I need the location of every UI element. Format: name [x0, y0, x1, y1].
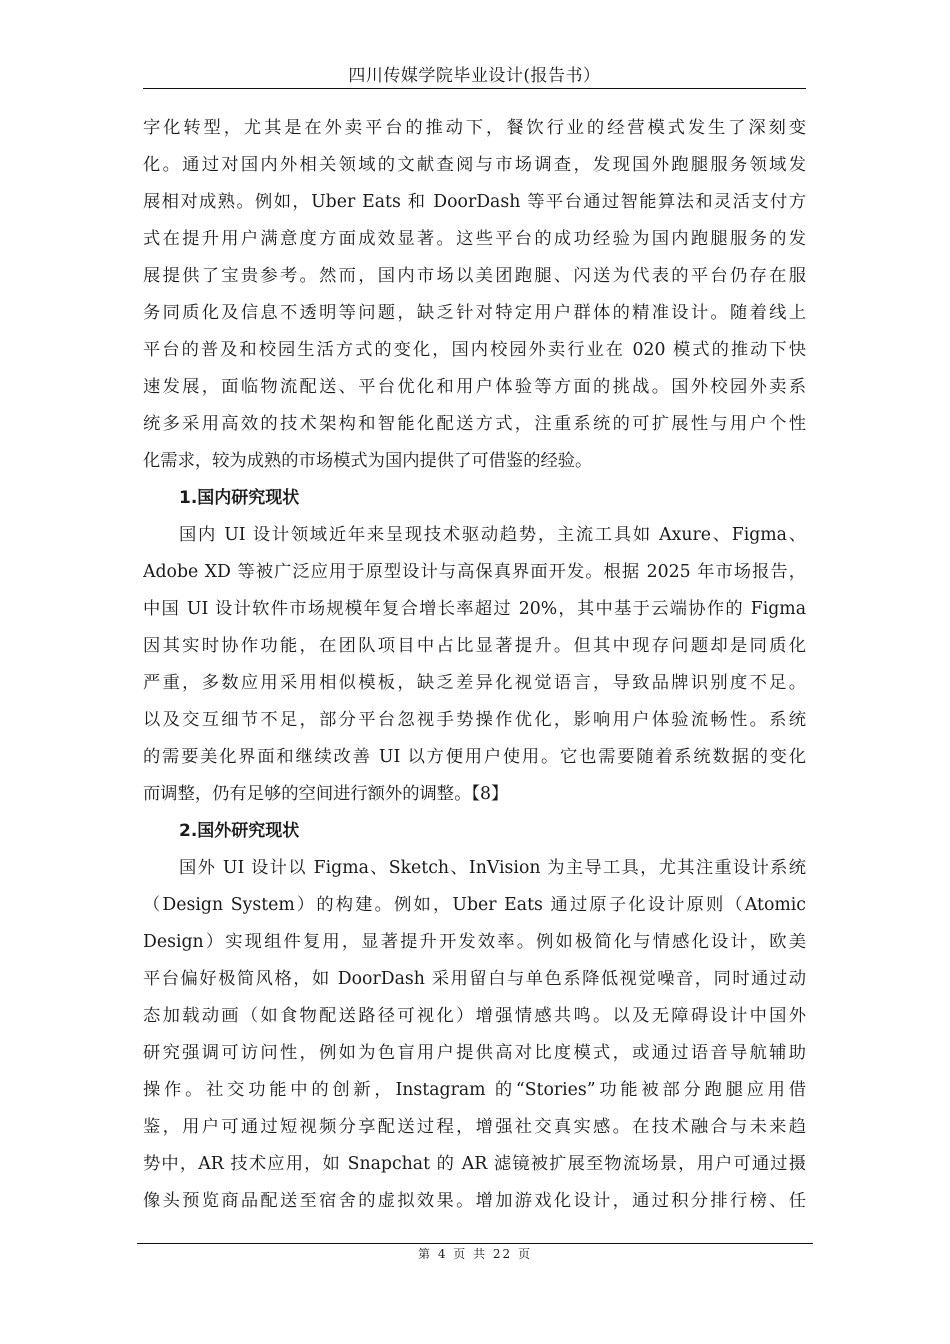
document-body [143, 110, 806, 1220]
paragraph-line: 式在提升用户满意度方面成效显著。这些平台的成功经验为国内跑腿服务的发 [143, 229, 806, 249]
paragraph-line: 因其实时协作功能，在团队项目中占比显著提升。但其中现存问题却是同质化 [143, 636, 806, 656]
paragraph-line: （Design System）的构建。例如，Uber Eats 通过原子化设计原则（Atomic [143, 895, 806, 915]
page-header-title: 四川传媒学院毕业设计(报告书） [348, 66, 601, 86]
footer-divider [137, 1243, 813, 1244]
paragraph-line: 字化转型，尤其是在外卖平台的推动下，餐饮行业的经营模式发生了深刻变 [143, 118, 806, 138]
paragraph-last-line: 化需求，较为成熟的市场模式为国内提供了可借鉴的经验。 [143, 451, 593, 471]
paragraph-line: 展相对成熟。例如，Uber Eats 和 DoorDash 等平台通过智能算法和灵活支付方 [143, 192, 806, 212]
paragraph-line: 严重，多数应用采用相似模板，缺乏差异化视觉语言，导致品牌识别度不足。 [143, 673, 806, 693]
page-number-label: 第 4 页 共 22 页 [418, 1247, 532, 1261]
page-header [143, 64, 806, 89]
paragraph-line: 研究强调可访问性，例如为色盲用户提供高对比度模式，或通过语音导航辅助 [143, 1043, 806, 1063]
paragraph-line: 化。通过对国内外相关领域的文献查阅与市场调查，发现国外跑腿服务领域发 [143, 155, 806, 175]
paragraph-line: Adobe XD 等被广泛应用于原型设计与高保真界面开发。根据 2025 年市场报告， [143, 562, 806, 582]
paragraph-line: 的需要美化界面和继续改善 UI 以方便用户使用。它也需要随着系统数据的变化 [143, 747, 806, 767]
page-footer [137, 1246, 813, 1262]
paragraph-last-line: 而调整，仍有足够的空间进行额外的调整。【8】 [143, 784, 509, 804]
paragraph-line: 操作。社交功能中的创新，Instagram 的“Stories”功能被部分跑腿应用借 [143, 1080, 806, 1100]
section-heading: 1.国内研究现状 [179, 488, 300, 508]
paragraph-line: 中国 UI 设计软件市场规模年复合增长率超过 20%，其中基于云端协作的 Figma [143, 599, 806, 619]
paragraph-line: 务同质化及信息不透明等问题，缺乏针对特定用户群体的精准设计。随着线上 [143, 303, 806, 323]
paragraph-line: 速发展，面临物流配送、平台优化和用户体验等方面的挑战。国外校园外卖系 [143, 377, 806, 397]
paragraph-line: 以及交互细节不足，部分平台忽视手势操作优化，影响用户体验流畅性。系统 [143, 710, 806, 730]
paragraph-first-line: 国外 UI 设计以 Figma、Sketch、InVision 为主导工具，尤其注重设计系统 [179, 858, 806, 878]
paragraph-line: 平台偏好极简风格，如 DoorDash 采用留白与单色系降低视觉噪音，同时通过动 [143, 969, 806, 989]
paragraph-line: 鉴，用户可通过短视频分享配送过程，增强社交真实感。在技术融合与未来趋 [143, 1117, 806, 1137]
section-heading: 2.国外研究现状 [179, 821, 300, 841]
paragraph-first-line: 国内 UI 设计领域近年来呈现技术驱动趋势，主流工具如 Axure、Figma、 [179, 525, 806, 545]
paragraph-line: 统多采用高效的技术架构和智能化配送方式，注重系统的可扩展性与用户个性 [143, 414, 806, 434]
paragraph-line: 势中，AR 技术应用，如 Snapchat 的 AR 滤镜被扩展至物流场景，用户可通过摄 [143, 1154, 806, 1174]
paragraph-line: Design）实现组件复用，显著提升开发效率。例如极简化与情感化设计，欧美 [143, 932, 806, 952]
paragraph-line: 态加载动画（如食物配送路径可视化）增强情感共鸣。以及无障碍设计中国外 [143, 1006, 806, 1026]
paragraph-line: 平台的普及和校园生活方式的变化，国内校园外卖行业在 020 模式的推动下快 [143, 340, 806, 360]
paragraph-line: 像头预览商品配送至宿舍的虚拟效果。增加游戏化设计，通过积分排行榜、任 [143, 1191, 806, 1211]
paragraph-line: 展提供了宝贵参考。然而，国内市场以美团跑腿、闪送为代表的平台仍存在服 [143, 266, 806, 286]
